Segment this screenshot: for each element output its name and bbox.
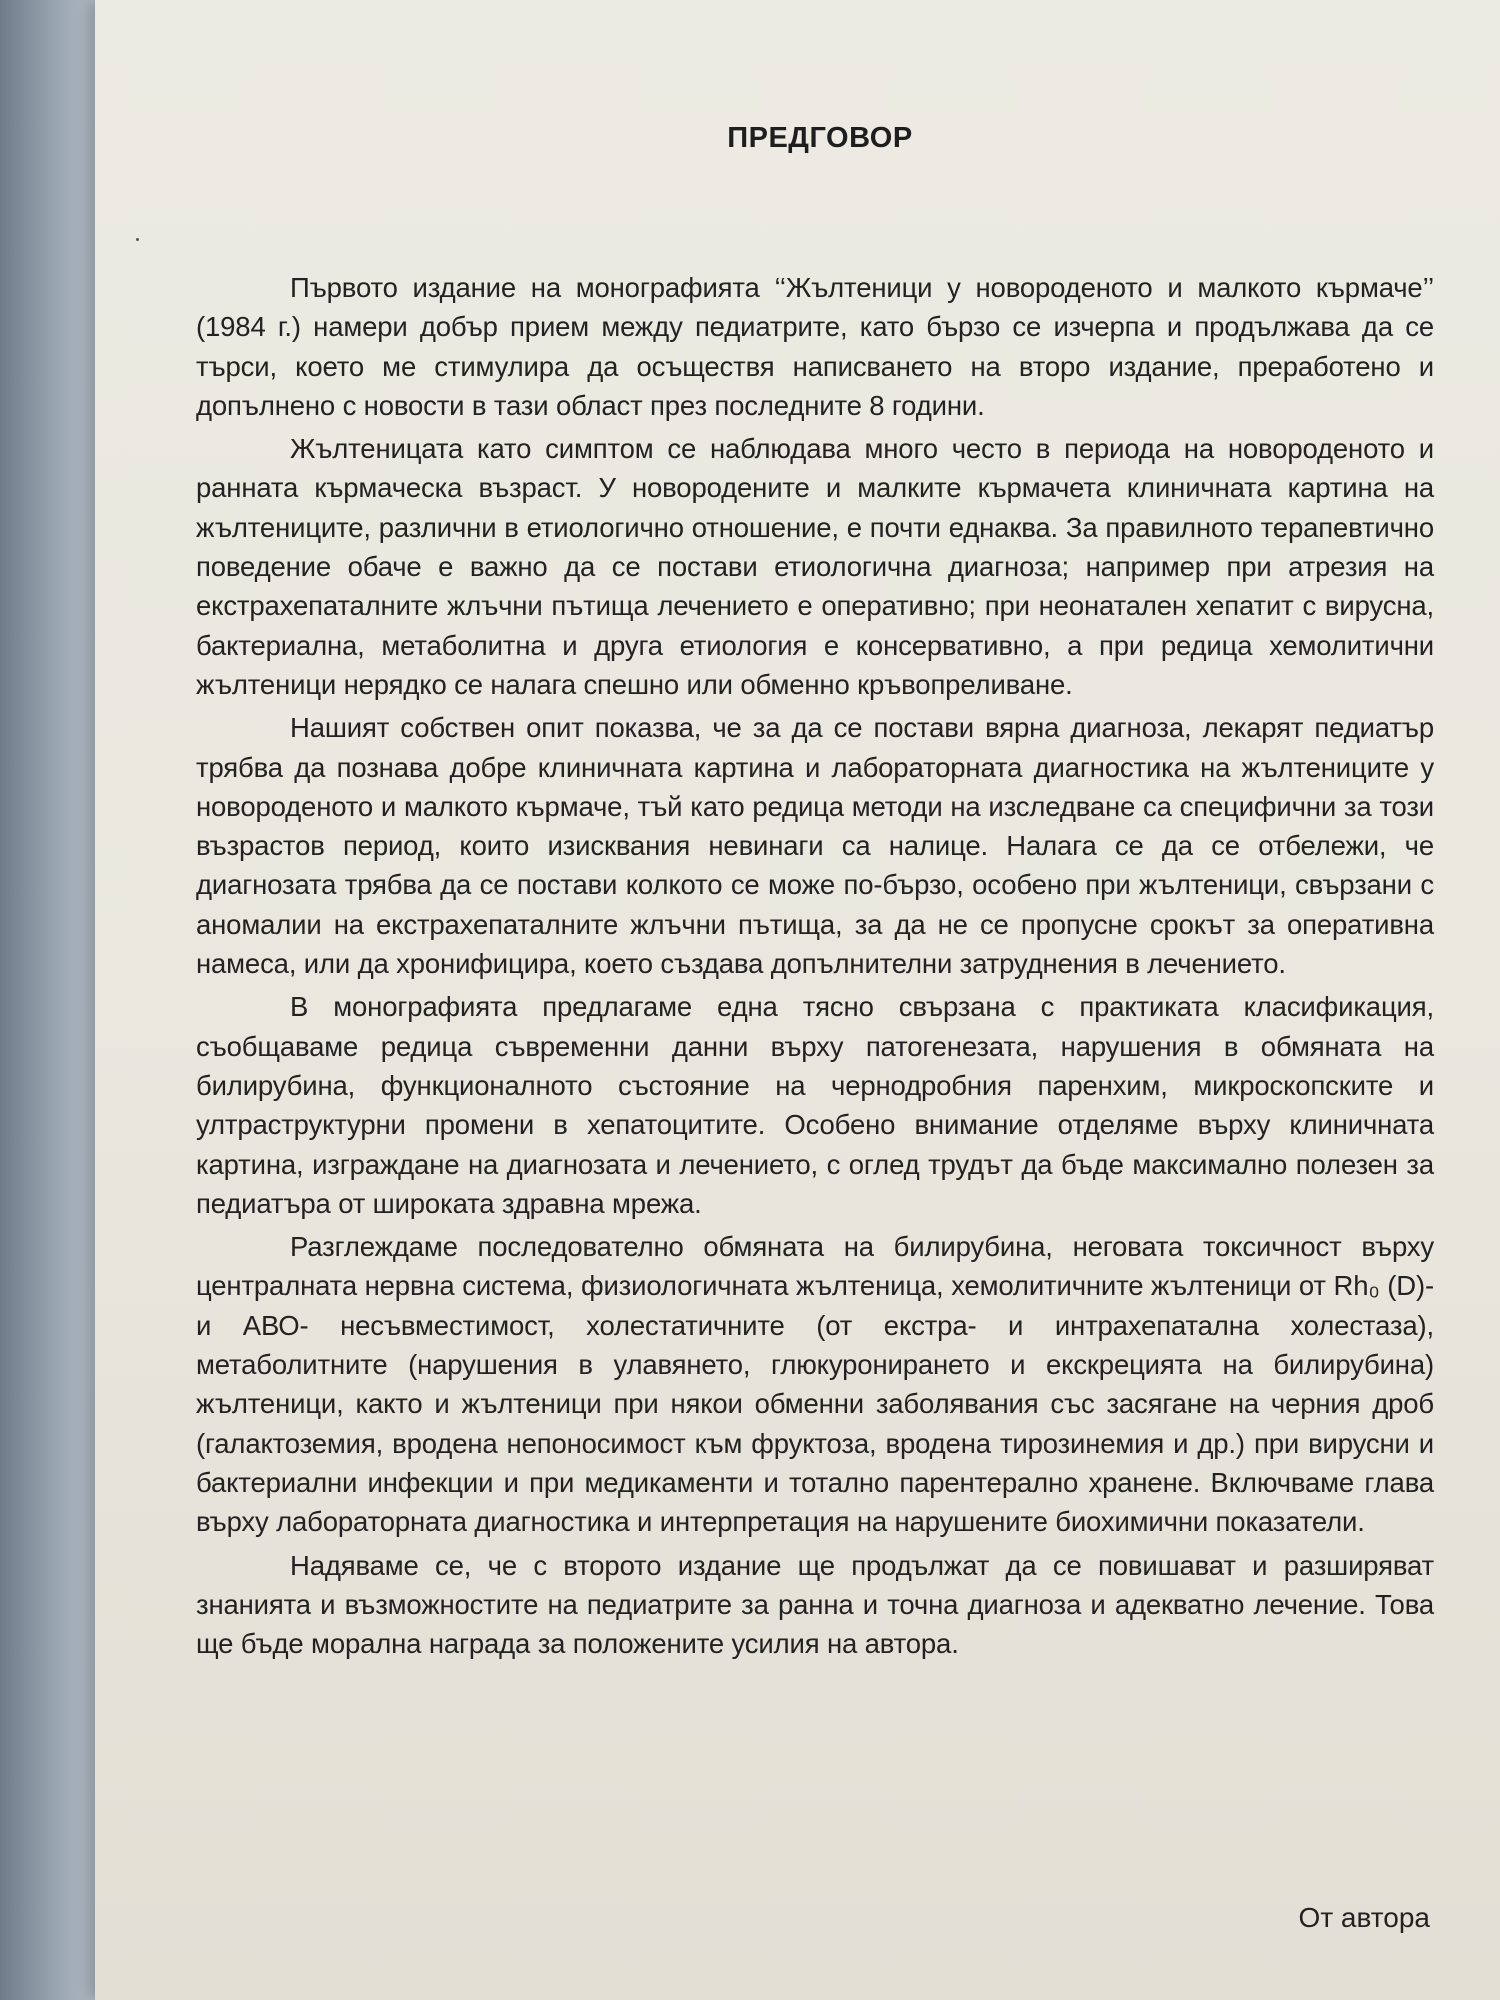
paragraph-5: Разглеждаме последователно обмяната на билирубина, неговата токсичност върху централната нервна система, физиологичната жълтеница, хемолитичните жълтеници от Rh₀ (D)- и АВО- несъвместимост, холестатичните (от екстра- и интрахепатална холестаза), метаболитните (нарушения в улавянето, глюкуронирането и екскрецията на билирубина) жълтеници, както и жълтеници при някои обменни заболявания със засягане на черния дроб (галактоземия, вродена непоносимост към фруктоза, вродена тирозинемия и др.) при вирусни и бактериални инфекции и при медикаменти и тотално парентерално хранене. Включваме глава върху лабораторната диагностика и интерпретация на нарушените биохимични показатели. xyxy=(196,1231,1434,1538)
paper-speck xyxy=(136,238,139,241)
author-signature: От автора xyxy=(1298,1902,1430,1933)
preface-body xyxy=(196,268,1434,1667)
paragraph-3: Нашият собствен опит показва, че за да се постави вярна диагноза, лекарят педиатър трябва да познава добре клиничната картина и лабораторната диагностика на жълтениците у новороденото и малкото кърмаче, тъй като редица методи на изследване са специфични за този възрастов период, които изисквания невинаги са налице. Налага се да се отбележи, че диагнозата трябва да се постави колкото се може по-бързо, особено при жълтеници, свързани с аномалии на екстрахепаталните жлъчни пътища, за да не се пропусне срокът за оперативна намеса, или да хронифицира, което създава допълнителни затруднения в лечението. xyxy=(196,712,1434,980)
book-binding xyxy=(0,0,95,2000)
paragraph-2: Жълтеницата като симптом се наблюдава много често в периода на новороденото и ранната кърмаческа възраст. У новородените и малките кърмачета клиничната картина на жълтениците, различни в етиологично отношение, е почти еднаква. За правилното терапевтично поведение обаче е важно да се постави етиологична диагноза; например при атрезия на екстрахепаталните жлъчни пътища лечението е оперативно; при неонатален хепатит с вирусна, бактериална, метаболитна и друга етиология е консервативно, а при редица хемолитични жълтеници нерядко се налага спешно или обменно кръвопреливане. xyxy=(196,433,1434,700)
paragraph-4: В монографията предлагаме една тясно свързана с практиката класификация, съобщаваме редица съвременни данни върху патогенезата, нарушения в обмяната на билирубина, функционалното състояние на чернодробния паренхим, микроскопските и ултраструктурни промени в хепатоцитите. Особено внимание отделяме върху клиничната картина, изграждане на диагнозата и лечението, с оглед трудът да бъде максимално полезен за педиатъра от широката здравна мрежа. xyxy=(196,991,1434,1219)
paragraph-1: Първото издание на монографията ‘‘Жълтеници у новороденото и малкото кърмаче’’ (1984 г.) намери добър прием между педиатрите, като бързо се изчерпа и продължава да се търси, което ме стимулира да осъществя написването на второ издание, преработено и допълнено с новости в тази област през последните 8 години. xyxy=(196,272,1434,421)
page-title: ПРЕДГОВОР xyxy=(727,122,913,154)
paragraph-6: Надяваме се, че с второто издание ще продължат да се повишават и разширяват знанията и възможностите на педиатрите за ранна и точна диагноза и адекватно лечение. Това ще бъде морална награда за положените усилия на автора. xyxy=(196,1549,1434,1660)
